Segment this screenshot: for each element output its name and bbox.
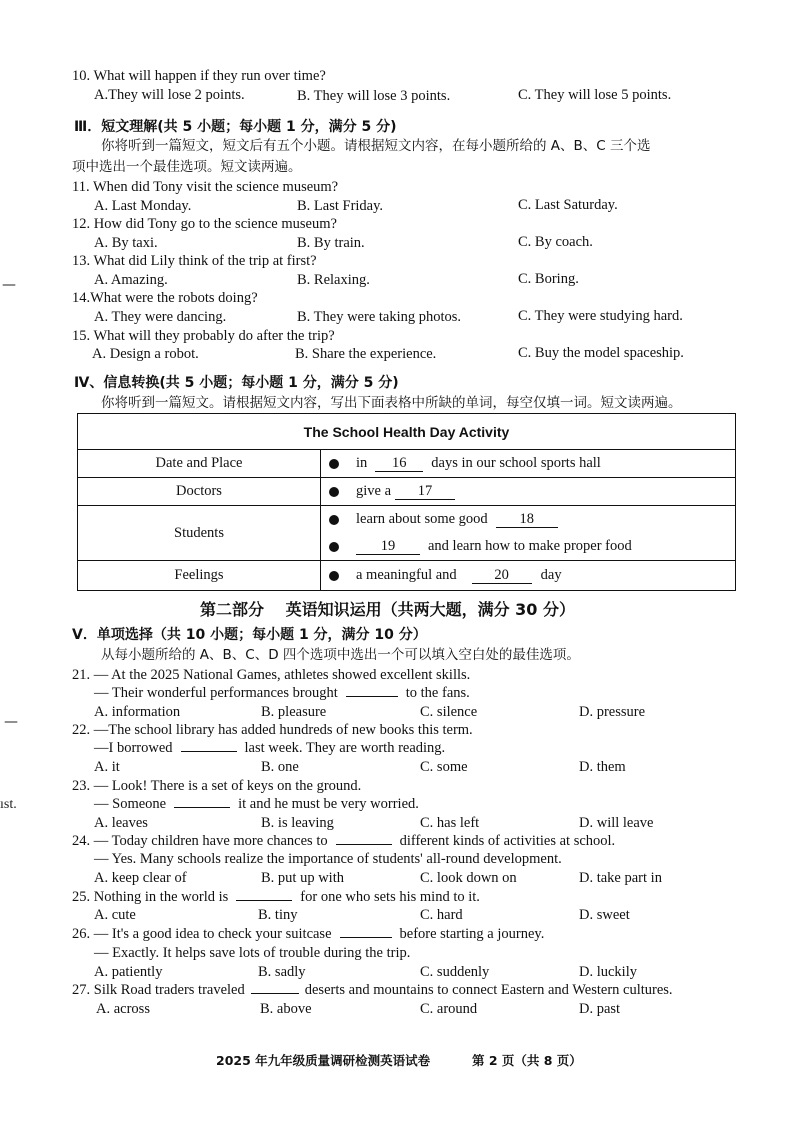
option-b: B. They will lose 3 points. xyxy=(297,88,451,104)
row-label-date-place: Date and Place xyxy=(78,450,321,478)
blank-19: 19 xyxy=(356,538,420,555)
option-a: A. By taxi. xyxy=(94,235,158,251)
option-c: C. suddenly xyxy=(420,964,490,980)
row-text: in xyxy=(356,455,368,471)
row-label-doctors: Doctors xyxy=(78,478,321,506)
bullet-icon xyxy=(329,487,339,497)
question-23: 23. — Look! There is a set of keys on the ground. xyxy=(72,778,362,794)
option-a: A. They were dancing. xyxy=(94,309,227,325)
part-2-title: 第二部分 英语知识运用（共两大题，满分 30 分） xyxy=(200,600,575,619)
question-10: 10. What will happen if they run over time? xyxy=(72,68,326,84)
row-text: learn about some good xyxy=(356,511,488,527)
question-24-line2: — Yes. Many schools realize the importance of students' all-round development. xyxy=(94,851,562,867)
question-25: 25. Nothing in the world is for one who sets his mind to it. xyxy=(72,889,480,905)
option-b: B. Relaxing. xyxy=(297,272,370,288)
option-b: B. sadly xyxy=(258,964,306,980)
margin-mark: — xyxy=(2,277,16,293)
section-5-instruction: 从每小题所给的 A、B、C、D 四个选项中选出一个可以填入空白处的最佳选项。 xyxy=(101,647,580,663)
option-a: A. it xyxy=(94,759,120,775)
row-content xyxy=(321,450,736,478)
question-12: 12. How did Tony go to the science museum? xyxy=(72,216,337,232)
question-14: 14.What were the robots doing? xyxy=(72,290,258,306)
option-c: C. some xyxy=(420,759,468,775)
option-b: B. is leaving xyxy=(261,815,334,831)
option-d: D. luckily xyxy=(579,964,637,980)
option-c: C. By coach. xyxy=(518,234,593,250)
option-a: A. patiently xyxy=(94,964,163,980)
option-a: A. cute xyxy=(94,907,136,923)
row-label-feelings: Feelings xyxy=(78,561,321,591)
option-d: D. will leave xyxy=(579,815,654,831)
row-content xyxy=(321,561,736,591)
footer-title: 2025 年九年级质量调研检测英语试卷 xyxy=(216,1053,431,1068)
row-text: days in our school sports hall xyxy=(431,455,601,471)
option-b: B. tiny xyxy=(258,907,298,923)
blank-17: 17 xyxy=(395,483,455,500)
option-d: D. them xyxy=(579,759,626,775)
option-d: D. sweet xyxy=(579,907,630,923)
option-b: B. above xyxy=(260,1001,312,1017)
option-a: A. Amazing. xyxy=(94,272,168,288)
option-b: B. Last Friday. xyxy=(297,198,384,214)
bullet-icon xyxy=(329,515,339,525)
question-26: 26. — It's a good idea to check your suitcase before starting a journey. xyxy=(72,926,545,942)
option-a: A. Design a robot. xyxy=(92,346,199,362)
blank-18: 18 xyxy=(496,511,558,528)
option-a: A.They will lose 2 points. xyxy=(94,87,245,103)
question-22-line2: —I borrowed last week. They are worth reading. xyxy=(94,740,446,756)
section-5-title: Ⅴ．单项选择（共 10 小题；每小题 1 分，满分 10 分） xyxy=(72,627,427,643)
option-c: C. has left xyxy=(420,815,480,831)
option-c: C. They will lose 5 points. xyxy=(518,87,672,103)
row-content xyxy=(321,506,736,561)
section-4-title: Ⅳ、信息转换(共 5 小题；每小题 1 分，满分 5 分) xyxy=(74,375,399,391)
question-23-line2: — Someone it and he must be very worried. xyxy=(94,796,419,812)
option-d: D. pressure xyxy=(579,704,646,720)
option-b: B. pleasure xyxy=(261,704,327,720)
option-a: A. information xyxy=(94,704,181,720)
health-day-table xyxy=(77,413,736,591)
option-b: B. Share the experience. xyxy=(295,346,437,362)
question-26-line2: — Exactly. It helps save lots of trouble during the trip. xyxy=(94,945,411,961)
option-a: A. leaves xyxy=(94,815,148,831)
blank-16: 16 xyxy=(375,455,423,472)
option-c: C. Boring. xyxy=(518,271,579,287)
question-21: 21. — At the 2025 National Games, athletes showed excellent skills. xyxy=(72,667,471,683)
question-22: 22. —The school library has added hundreds of new books this term. xyxy=(72,722,473,738)
bullet-icon xyxy=(329,542,339,552)
option-d: D. take part in xyxy=(579,870,662,886)
question-15: 15. What will they probably do after the trip? xyxy=(72,328,335,344)
section-3-instruction: 项中选出一个最佳选项。短文读两遍。 xyxy=(72,159,302,175)
row-label-students: Students xyxy=(78,506,321,561)
section-3-title: Ⅲ．短文理解(共 5 小题；每小题 1 分，满分 5 分) xyxy=(74,119,397,135)
option-c: C. look down on xyxy=(420,870,517,886)
margin-mark: — xyxy=(4,714,18,730)
row-content xyxy=(321,478,736,506)
option-b: B. By train. xyxy=(297,235,365,251)
option-c: C. around xyxy=(420,1001,478,1017)
row-text: a meaningful and xyxy=(356,567,457,583)
question-11: 11. When did Tony visit the science museum? xyxy=(72,179,339,195)
option-a: A. keep clear of xyxy=(94,870,187,886)
bullet-icon xyxy=(329,571,339,581)
option-c: C. silence xyxy=(420,704,478,720)
table-heading: The School Health Day Activity xyxy=(78,414,736,450)
margin-mark: ıst. xyxy=(0,797,17,812)
section-3-instruction: 你将听到一篇短文，短文后有五个小题。请根据短文内容，在每小题所给的 A、B、C 三个选 xyxy=(101,138,651,154)
option-c: C. hard xyxy=(420,907,463,923)
option-c: C. Last Saturday. xyxy=(518,197,618,213)
footer-page-number: 第 2 页（共 8 页） xyxy=(472,1053,582,1068)
question-24: 24. — Today children have more chances to different kinds of activities at school. xyxy=(72,833,616,849)
bullet-icon xyxy=(329,459,339,469)
option-d: D. past xyxy=(579,1001,621,1017)
row-text: day xyxy=(540,567,562,583)
question-27: 27. Silk Road traders traveled deserts and mountains to connect Eastern and Western cultures. xyxy=(72,982,673,998)
question-13: 13. What did Lily think of the trip at first? xyxy=(72,253,317,269)
blank-20: 20 xyxy=(472,567,532,584)
option-b: B. put up with xyxy=(261,870,344,886)
row-text: give a xyxy=(356,483,392,499)
row-text: and learn how to make proper food xyxy=(428,538,632,554)
option-b: B. one xyxy=(261,759,299,775)
option-b: B. They were taking photos. xyxy=(297,309,462,325)
option-c: C. They were studying hard. xyxy=(518,308,683,324)
option-a: A. Last Monday. xyxy=(94,198,192,214)
section-4-instruction: 你将听到一篇短文。请根据短文内容，写出下面表格中所缺的单词，每空仅填一词。短文读两遍。 xyxy=(101,395,682,411)
question-21-line2: — Their wonderful performances brought to the fans. xyxy=(94,685,470,701)
option-a: A. across xyxy=(96,1001,150,1017)
option-c: C. Buy the model spaceship. xyxy=(518,345,684,361)
